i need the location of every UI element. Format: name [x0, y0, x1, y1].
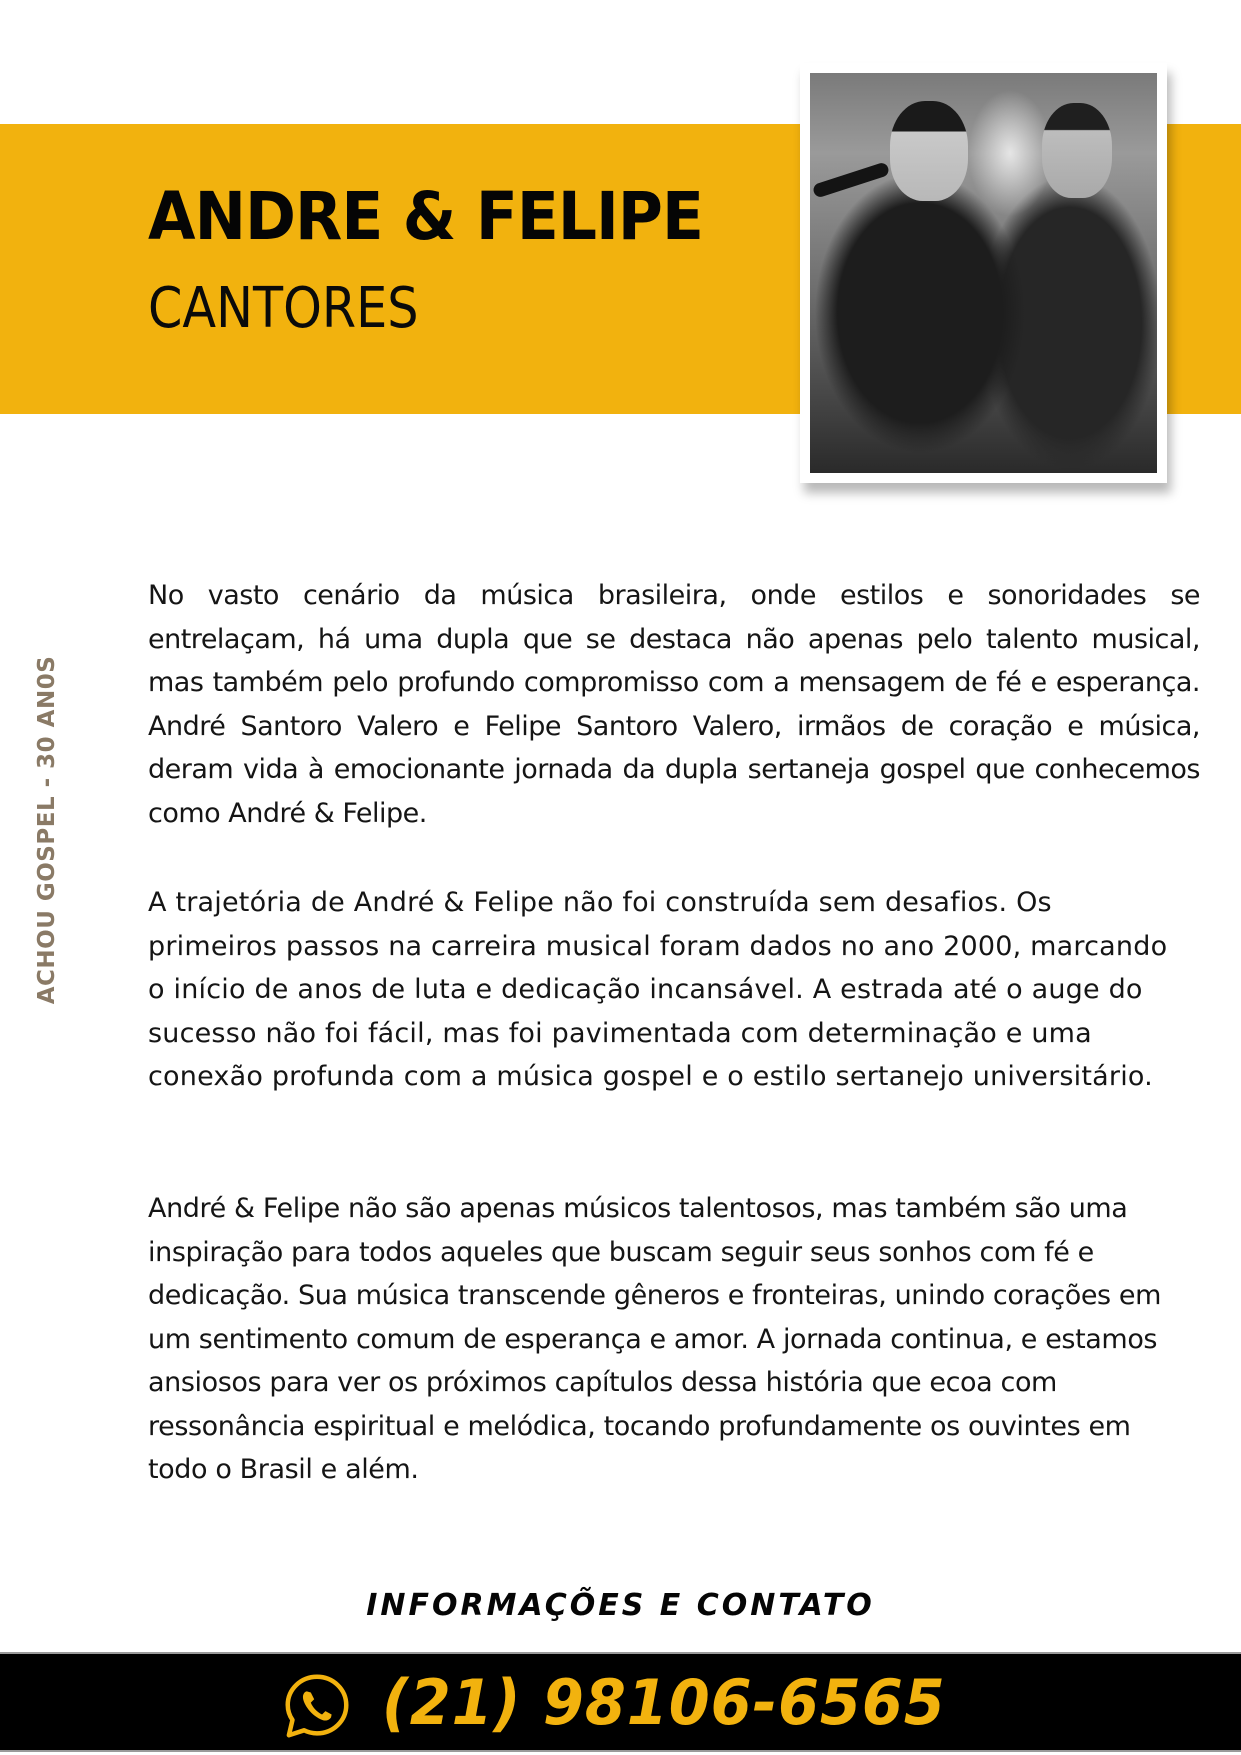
contact-bar: [0, 1652, 1241, 1752]
duo-photo: [810, 73, 1157, 473]
page-subtitle: CANTORES: [148, 276, 419, 341]
phone-link[interactable]: [0, 1654, 1241, 1750]
singer-andre-figure: [890, 101, 968, 201]
microphone-shape: [812, 161, 891, 198]
paragraph-intro: No vasto cenário da música brasileira, onde estilos e sonoridades se entrelaçam, há uma dupla que se destaca não apenas pelo talento musical, mas também pelo profundo compromisso com a mensagem de fé e esperança. André Santoro Valero e Felipe Santoro Valero, irmãos de coração e música, deram vida à emocionante jornada da dupla sertaneja gospel que conhecemos como André & Felipe.: [148, 580, 1200, 829]
contact-heading: INFORMAÇÕES E CONTATO: [366, 1588, 875, 1623]
singer-felipe-figure: [1042, 103, 1112, 198]
paragraph-inspiration: André & Felipe não são apenas músicos talentosos, mas também são uma inspiração para todos aqueles que buscam seguir seus sonhos com fé e dedicação. Sua música transcende gêneros e fronteiras, unindo corações em um sentimento comum de esperança e amor. A jornada continua, e estamos ansiosos para ver os próximos capítulos dessa história que ecoa com ressonância espiritual e melódica, tocando profundamente os ouvintes em todo o Brasil e além.: [148, 1193, 1162, 1485]
side-label: ACHOU GOSPEL - 30 AN0S: [34, 655, 60, 1005]
paragraph-history: A trajetória de André & Felipe não foi construída sem desafios. Os primeiros passos na carreira musical foram dados no ano 2000, marcando o início de anos de luta e dedicação incansável. A estrada até o auge do sucesso não foi fácil, mas foi pavimentada com determinação e uma conexão profunda com a música gospel e o estilo sertanejo universitário.: [148, 887, 1168, 1092]
page-title: ANDRE & FELIPE: [148, 178, 703, 255]
phone-number[interactable]: (21) 98106-6565: [381, 1665, 946, 1739]
whatsapp-icon: [281, 1670, 353, 1742]
photo-frame: [800, 63, 1167, 483]
